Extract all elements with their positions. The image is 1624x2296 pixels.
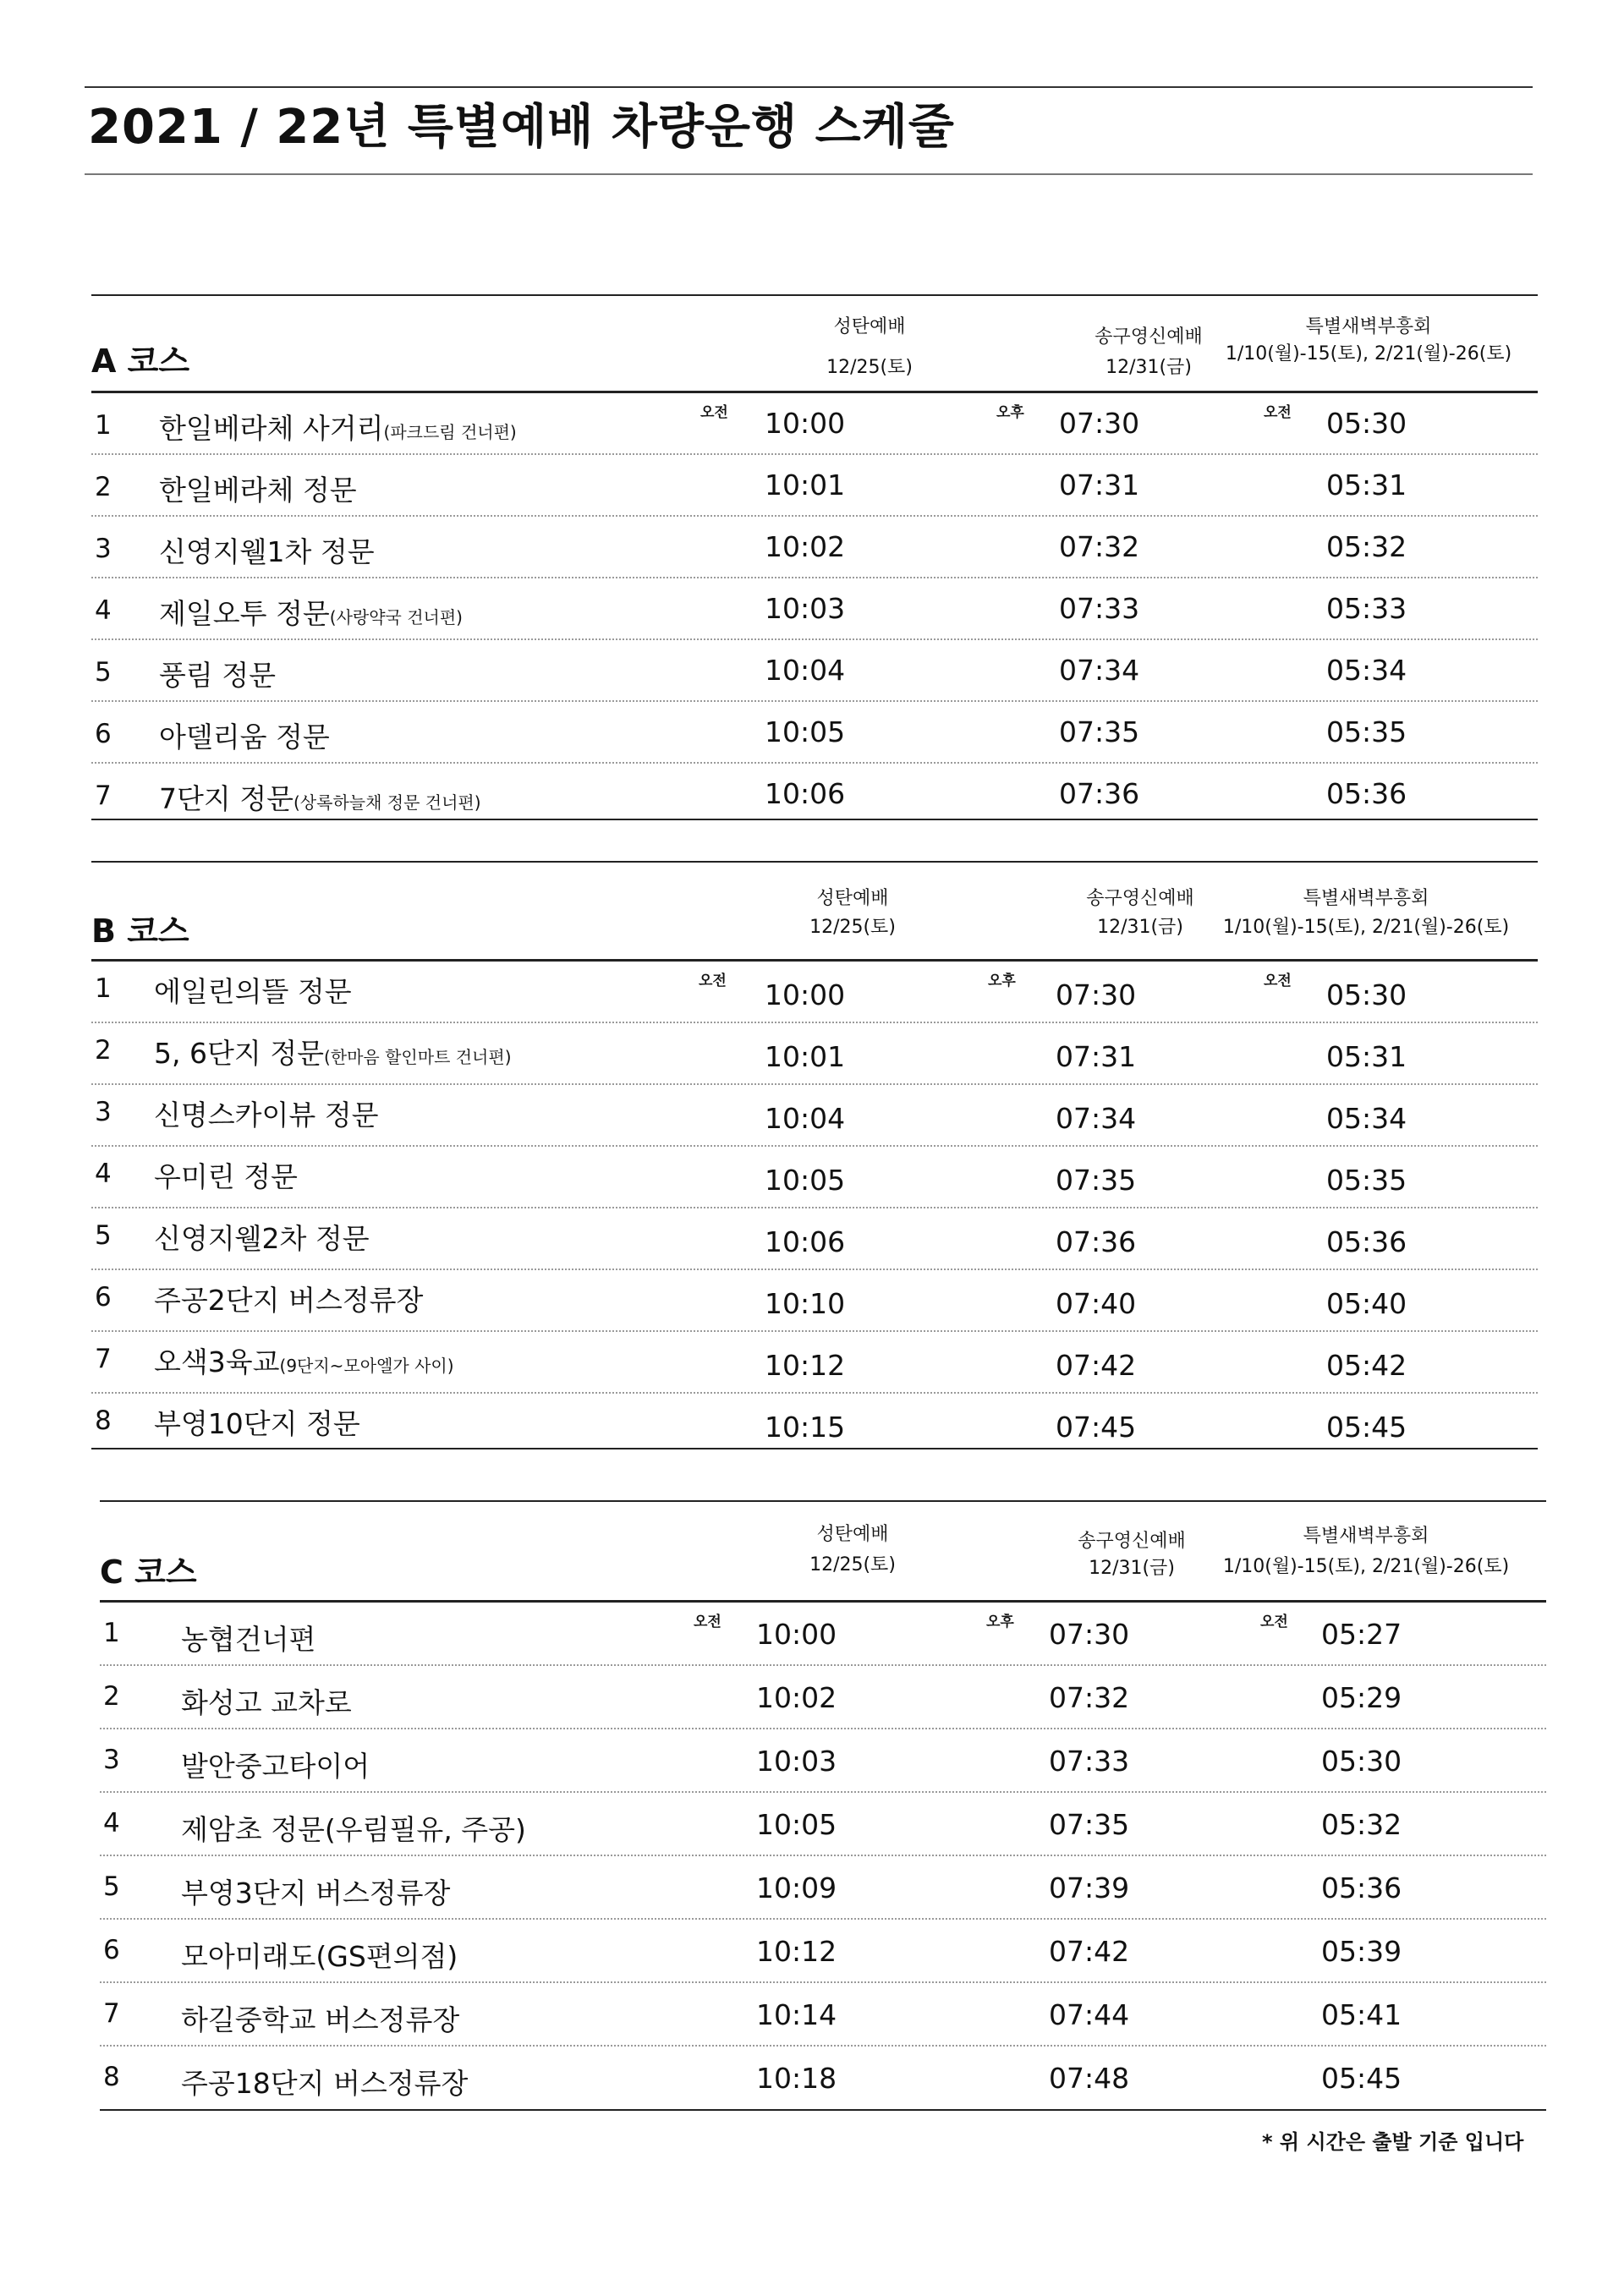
stop-name [154,1155,298,1195]
table-row [91,1394,1538,1455]
stop-name-text: 부영3단지 버스정류장 [181,1877,451,1910]
stop-name-text: 발안중고타이어 [181,1750,370,1783]
stop-name-text: 7단지 정문 [159,782,294,815]
time-dawn-revival: 05:36 [1321,1871,1402,1904]
section-bottom-rule [91,1448,1538,1449]
time-newyear: 07:30 [1049,1618,1130,1651]
course-label: A 코스 [91,342,190,380]
time-dawn-revival: 05:34 [1326,654,1407,687]
time-dawn-revival: 05:34 [1326,1102,1407,1135]
course-b-rows [91,962,1538,1455]
stop-number: 3 [95,534,112,564]
stop-name [181,1871,450,1911]
table-row [91,517,1538,578]
time-dawn-revival: 05:36 [1326,1225,1407,1258]
table-row [91,455,1538,517]
stop-number: 2 [103,1681,120,1712]
time-christmas: 10:06 [765,1225,846,1258]
stop-name [154,1340,454,1380]
section-bottom-rule [91,819,1538,820]
col-head-c1-name: 성탄예배 [833,316,906,337]
table-row [91,393,1538,455]
time-newyear: 07:40 [1056,1287,1137,1320]
time-christmas: 10:02 [756,1681,837,1714]
time-newyear: 07:42 [1056,1349,1137,1382]
course-b-table [91,861,1538,1453]
table-row [100,1603,1546,1666]
table-row [100,2047,1546,2110]
am-label: 오전 [1260,1614,1288,1630]
stop-name [159,715,330,755]
stop-number: 4 [103,1808,120,1838]
col-head-c3-date: 1/10(월)-15(토), 2/21(월)-26(토) [1225,343,1512,364]
col-head-c2-name: 송구영신예배 [1095,326,1203,348]
stop-number: 1 [95,410,112,441]
time-dawn-revival: 05:29 [1321,1681,1402,1714]
time-christmas: 10:06 [765,777,846,810]
course-a-table [91,294,1538,817]
col-head-c2-date: 12/31(금) [1097,917,1183,938]
stop-number: 7 [103,1998,120,2029]
stop-name [154,970,352,1010]
stop-note: (9단지~모아엘가 사이) [279,1356,454,1376]
section-top-rule [91,294,1538,296]
am-label: 오전 [700,404,728,421]
stop-name [181,1618,315,1658]
time-newyear: 07:35 [1049,1808,1130,1841]
stop-name [181,1681,352,1721]
col-head-c1-date: 12/25(토) [826,357,913,378]
col-head-c3 [1191,311,1546,370]
stop-name-text: 풍림 정문 [159,659,277,692]
pm-label: 오후 [996,404,1024,421]
time-newyear: 07:30 [1056,978,1137,1011]
stop-number: 6 [95,1282,112,1312]
table-row [100,1729,1546,1793]
stop-number: 3 [103,1745,120,1775]
stop-number: 7 [95,781,112,811]
stop-name-text: 우미린 정문 [154,1160,298,1193]
title-bottom-rule [85,173,1533,175]
time-newyear: 07:31 [1059,469,1140,501]
stop-name [154,1279,423,1318]
am-label: 오전 [1264,404,1292,421]
stop-name-text: 5, 6단지 정문 [154,1037,324,1070]
col-head-c1-name: 성탄예배 [816,888,889,909]
time-dawn-revival: 05:32 [1321,1808,1402,1841]
time-dawn-revival: 05:41 [1321,1998,1402,2031]
stop-number: 3 [95,1097,112,1127]
col-head-c3-name: 특별새벽부흥회 [1303,1526,1429,1547]
time-christmas: 10:00 [756,1618,837,1651]
stop-number: 2 [95,1035,112,1066]
stop-name-text: 화성고 교차로 [181,1686,352,1719]
stop-note: (파크드림 건너편) [383,422,517,442]
stop-number: 1 [103,1618,120,1648]
stop-name [181,1745,370,1784]
time-christmas: 10:05 [756,1808,837,1841]
stop-number: 4 [95,595,112,626]
col-head-c1 [760,1519,946,1581]
time-christmas: 10:03 [756,1745,837,1778]
stop-number: 2 [95,472,112,502]
course-label: B 코스 [91,912,189,950]
col-head-c2-date: 12/31(금) [1089,1558,1175,1579]
time-christmas: 10:05 [765,1164,846,1197]
stop-number: 5 [103,1871,120,1902]
course-c-table [100,1500,1546,2100]
time-christmas: 10:03 [765,592,846,625]
stop-name-text: 주공18단지 버스정류장 [181,2067,469,2100]
stop-name-text: 신명스카이뷰 정문 [154,1099,379,1132]
course-c-rows [100,1603,1546,2110]
col-head-c2-date: 12/31(금) [1106,357,1192,378]
col-head-c1-name: 성탄예배 [816,1524,889,1545]
table-row [91,1270,1538,1332]
stop-name [159,592,463,632]
stop-name [181,1808,526,1848]
time-dawn-revival: 05:36 [1326,777,1407,810]
time-christmas: 10:01 [765,1040,846,1073]
table-row [91,578,1538,640]
time-christmas: 10:12 [756,1935,837,1968]
time-dawn-revival: 05:30 [1321,1745,1402,1778]
time-newyear: 07:30 [1059,407,1140,440]
stop-name [159,654,276,693]
time-newyear: 07:35 [1056,1164,1137,1197]
time-newyear: 07:42 [1049,1935,1130,1968]
table-row [91,702,1538,764]
stop-name-text: 제일오투 정문 [159,597,330,630]
table-row [100,1793,1546,1856]
time-dawn-revival: 05:30 [1326,978,1407,1011]
course-a-rows [91,393,1538,825]
time-christmas: 10:10 [765,1287,846,1320]
time-christmas: 10:05 [765,715,846,748]
stop-name-text: 부영10단지 정문 [154,1407,360,1440]
table-row [91,1023,1538,1085]
stop-number: 6 [103,1935,120,1965]
stop-name [159,530,375,570]
time-christmas: 10:04 [765,654,846,687]
stop-name-text: 한일베라체 사거리 [159,412,384,445]
time-newyear: 07:32 [1059,530,1140,563]
col-head-c1 [776,311,963,384]
time-christmas: 10:09 [756,1871,837,1904]
time-dawn-revival: 05:31 [1326,469,1407,501]
time-newyear: 07:34 [1056,1102,1137,1135]
stop-name [154,1093,379,1133]
am-label: 오전 [699,973,727,989]
time-christmas: 10:00 [765,978,846,1011]
stop-name-text: 한일베라체 정문 [159,474,357,507]
table-row [100,1856,1546,1920]
time-newyear: 07:44 [1049,1998,1130,2031]
pm-label: 오후 [986,1614,1014,1630]
time-newyear: 07:48 [1049,2062,1130,2095]
time-dawn-revival: 05:30 [1326,407,1407,440]
section-top-rule [91,861,1538,863]
stop-name [154,1402,360,1442]
time-christmas: 10:14 [756,1998,837,2031]
col-head-c3-name: 특별새벽부흥회 [1305,316,1432,337]
stop-name [181,1935,458,1975]
time-dawn-revival: 05:33 [1326,592,1407,625]
time-newyear: 07:34 [1059,654,1140,687]
stop-name [154,1217,370,1257]
stop-name-text: 모아미래도(GS편의점) [181,1940,458,1973]
stop-note: (한마음 할인마트 건너편) [323,1047,512,1067]
stop-number: 8 [103,2062,120,2092]
stop-note: (상록하늘채 정문 건너편) [294,792,481,813]
time-dawn-revival: 05:45 [1326,1411,1407,1444]
stop-name [181,1998,459,2038]
col-head-c2-name: 송구영신예배 [1078,1531,1186,1552]
table-row [100,1666,1546,1729]
stop-name-text: 오색3육교 [154,1345,280,1378]
time-newyear: 07:36 [1059,777,1140,810]
stop-name [154,1032,512,1071]
section-top-rule [100,1500,1546,1502]
time-christmas: 10:15 [765,1411,846,1444]
col-head-c3-name: 특별새벽부흥회 [1303,888,1429,909]
col-head-c2-name: 송구영신예배 [1086,888,1194,909]
page-title: 2021 / 22년 특별예배 차량운행 스케줄 [88,100,955,155]
time-christmas: 10:01 [765,469,846,501]
course-label: C 코스 [100,1553,197,1591]
time-dawn-revival: 05:31 [1326,1040,1407,1073]
time-dawn-revival: 05:45 [1321,2062,1402,2095]
col-head-c3-date: 1/10(월)-15(토), 2/21(월)-26(토) [1222,1556,1510,1577]
time-christmas: 10:12 [765,1349,846,1382]
col-head-c3 [1184,883,1548,944]
col-head-c3 [1184,1521,1548,1583]
table-row [91,640,1538,702]
pm-label: 오후 [988,973,1016,989]
stop-number: 4 [95,1159,112,1189]
title-top-rule [85,86,1533,88]
time-dawn-revival: 05:35 [1326,1164,1407,1197]
time-newyear: 07:35 [1059,715,1140,748]
table-row [100,1983,1546,2047]
time-newyear: 07:33 [1049,1745,1130,1778]
table-row [91,1147,1538,1208]
col-head-c1-date: 12/25(토) [809,917,896,938]
col-head-c1-date: 12/25(토) [809,1554,896,1575]
table-row [91,962,1538,1023]
col-head-c1 [760,883,946,944]
stop-name-text: 신영지웰1차 정문 [159,535,375,568]
stop-name [159,777,481,817]
stop-number: 6 [95,719,112,749]
time-newyear: 07:36 [1056,1225,1137,1258]
section-bottom-rule [100,2109,1546,2111]
stop-name-text: 하길중학교 버스정류장 [181,2003,460,2036]
time-newyear: 07:33 [1059,592,1140,625]
am-label: 오전 [1264,973,1292,989]
time-dawn-revival: 05:42 [1326,1349,1407,1382]
time-newyear: 07:45 [1056,1411,1137,1444]
stop-number: 1 [95,973,112,1004]
time-dawn-revival: 05:35 [1326,715,1407,748]
stop-name-text: 에일린의뜰 정문 [154,975,352,1008]
stop-number: 8 [95,1406,112,1436]
stop-name-text: 주공2단지 버스정류장 [154,1284,424,1317]
time-dawn-revival: 05:40 [1326,1287,1407,1320]
stop-name-text: 신영지웰2차 정문 [154,1222,370,1255]
stop-name [181,2062,468,2101]
time-dawn-revival: 05:32 [1326,530,1407,563]
time-christmas: 10:04 [765,1102,846,1135]
time-dawn-revival: 05:27 [1321,1618,1402,1651]
time-christmas: 10:18 [756,2062,837,2095]
time-dawn-revival: 05:39 [1321,1935,1402,1968]
time-newyear: 07:31 [1056,1040,1137,1073]
stop-number: 5 [95,1220,112,1251]
stop-number: 5 [95,657,112,688]
stop-number: 7 [95,1344,112,1374]
stop-note: (사랑약국 건너편) [329,607,463,627]
stop-name-text: 농협건너편 [181,1623,316,1656]
time-christmas: 10:00 [765,407,846,440]
table-row [91,1208,1538,1270]
stop-name [159,469,357,508]
table-row [91,1085,1538,1147]
time-newyear: 07:32 [1049,1681,1130,1714]
stop-name-text: 아델리움 정문 [159,721,330,753]
table-row [100,1920,1546,1983]
stop-name [159,407,517,447]
time-christmas: 10:02 [765,530,846,563]
footnote: * 위 시간은 출발 기준 입니다 [1262,2130,1524,2154]
time-newyear: 07:39 [1049,1871,1130,1904]
table-row [91,764,1538,825]
stop-name-text: 제암초 정문(우림필유, 주공) [181,1813,526,1846]
am-label: 오전 [694,1614,721,1630]
table-row [91,1332,1538,1394]
col-head-c3-date: 1/10(월)-15(토), 2/21(월)-26(토) [1222,917,1510,938]
